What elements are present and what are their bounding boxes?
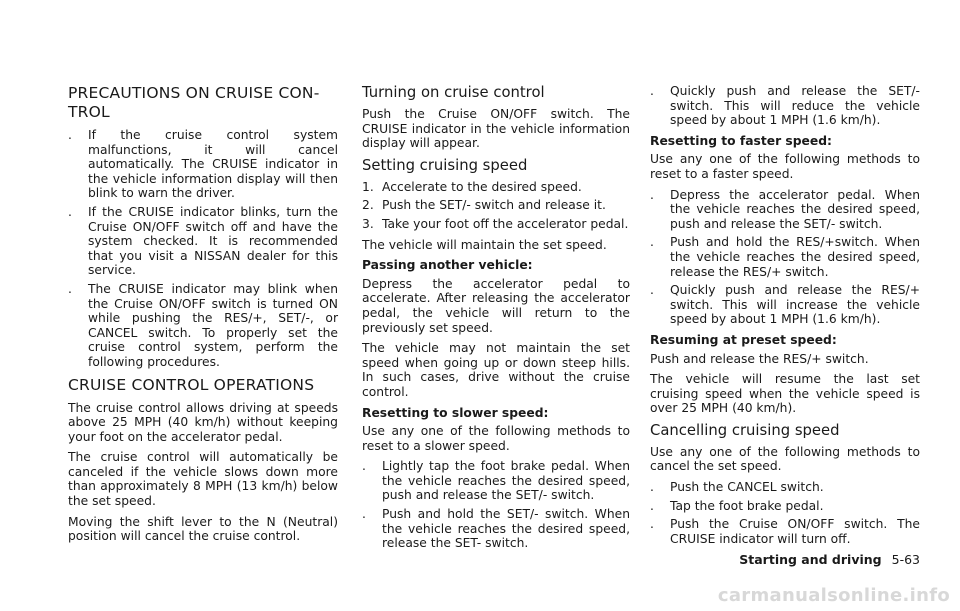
heading-cancelling: Cancelling cruising speed (650, 421, 840, 439)
heading-precautions: PRECAUTIONS ON CRUISE CON-TROL (68, 84, 320, 121)
subheading-faster: Resetting to faster speed: (650, 133, 832, 148)
paragraph: Depress the accelerator pedal to accelerate. After releasing the accelerator pedal, the vehicle will return to the previously set speed. (362, 276, 630, 335)
list-item: . Tap the foot brake pedal. (650, 498, 824, 513)
slower-list-continued (650, 84, 920, 128)
column-2 (362, 84, 630, 557)
list-item: . Quickly push and release the SET/- switch. This will reduce the vehicle speed by about 1 MPH (1.6 km/h). (650, 84, 920, 128)
list-item: . Push the Cruise ON/OFF switch. The CRUISE indicator will turn off. (650, 517, 920, 546)
column-1 (68, 84, 338, 550)
precautions-list (68, 128, 338, 370)
paragraph: The vehicle will resume the last set cruising speed when the vehicle speed is over 25 MPH (40 km/h). (650, 372, 920, 416)
cancel-list (650, 480, 920, 546)
subheading-passing: Passing another vehicle: (362, 258, 533, 273)
slower-list (362, 459, 630, 551)
paragraph: The vehicle may not maintain the set speed when going up or down steep hills. In such cases, drive without the cruise control. (362, 341, 630, 399)
list-item: 2. Push the SET/- switch and release it. (362, 198, 606, 213)
heading-setting-speed: Setting cruising speed (362, 156, 528, 174)
page-footer (739, 552, 920, 567)
list-item: . The CRUISE indicator may blink when the Cruise ON/OFF switch is turned ON while pushing the RES/+, SET/-, or CANCEL switch. To properly set the cruise control system, perform the following procedures. (68, 281, 338, 369)
page-number: 5-63 (891, 552, 920, 567)
subheading-slower: Resetting to slower speed: (362, 405, 549, 420)
paragraph: The cruise control will automatically be canceled if the vehicle slows down more than approximately 8 MPH (13 km/h) below the set speed. (68, 450, 338, 509)
footer-section-title: Starting and driving (739, 552, 882, 567)
list-item: . Push and hold the RES/+switch. When the vehicle reaches the desired speed, release the RES/+ switch. (650, 235, 920, 279)
heading-operations: CRUISE CONTROL OPERATIONS (68, 375, 315, 394)
paragraph: The cruise control allows driving at speeds above 25 MPH (40 km/h) without keeping your foot on the accelerator pedal. (68, 400, 338, 444)
heading-turning-on: Turning on cruise control (362, 84, 545, 101)
paragraph: Push the Cruise ON/OFF switch. The CRUISE indicator in the vehicle information display will appear. (362, 107, 630, 151)
faster-list (650, 188, 920, 327)
setting-steps (362, 180, 630, 232)
list-item: 1. Accelerate to the desired speed. (362, 179, 582, 194)
paragraph: Use any one of the following methods to reset to a faster speed. (650, 152, 920, 181)
paragraph: Use any one of the following methods to reset to a slower speed. (362, 424, 630, 453)
list-item: 3. Take your foot off the accelerator pedal. (362, 216, 629, 231)
list-item: . Push and hold the SET/- switch. When the vehicle reaches the desired speed, release the SET- switch. (362, 507, 630, 551)
paragraph: Moving the shift lever to the N (Neutral) position will cancel the cruise control. (68, 514, 338, 544)
subheading-resuming: Resuming at preset speed: (650, 332, 837, 347)
list-item: . If the CRUISE indicator blinks, turn the Cruise ON/OFF switch off and have the system checked. It is recommended that you visit a NISSAN dealer for this service. (68, 204, 338, 278)
list-item: . If the cruise control system malfunctions, it will cancel automatically. The CRUISE indicator in the vehicle information display will then blink to warn the driver. (68, 128, 338, 201)
column-3 (650, 84, 920, 552)
list-item: . Depress the accelerator pedal. When the vehicle reaches the desired speed, push and release the SET/- switch. (650, 187, 920, 231)
list-item: . Quickly push and release the RES/+ switch. This will increase the vehicle speed by about 1 MPH (1.6 km/h). (650, 283, 920, 327)
paragraph: Use any one of the following methods to cancel the set speed. (650, 444, 920, 474)
list-item: . Push the CANCEL switch. (650, 480, 824, 495)
watermark: carmanualsonline.info (717, 585, 950, 606)
paragraph: Push and release the RES/+ switch. (650, 351, 869, 366)
paragraph: The vehicle will maintain the set speed. (362, 237, 607, 252)
list-item: . Lightly tap the foot brake pedal. When the vehicle reaches the desired speed, push and release the SET/- switch. (362, 459, 630, 503)
